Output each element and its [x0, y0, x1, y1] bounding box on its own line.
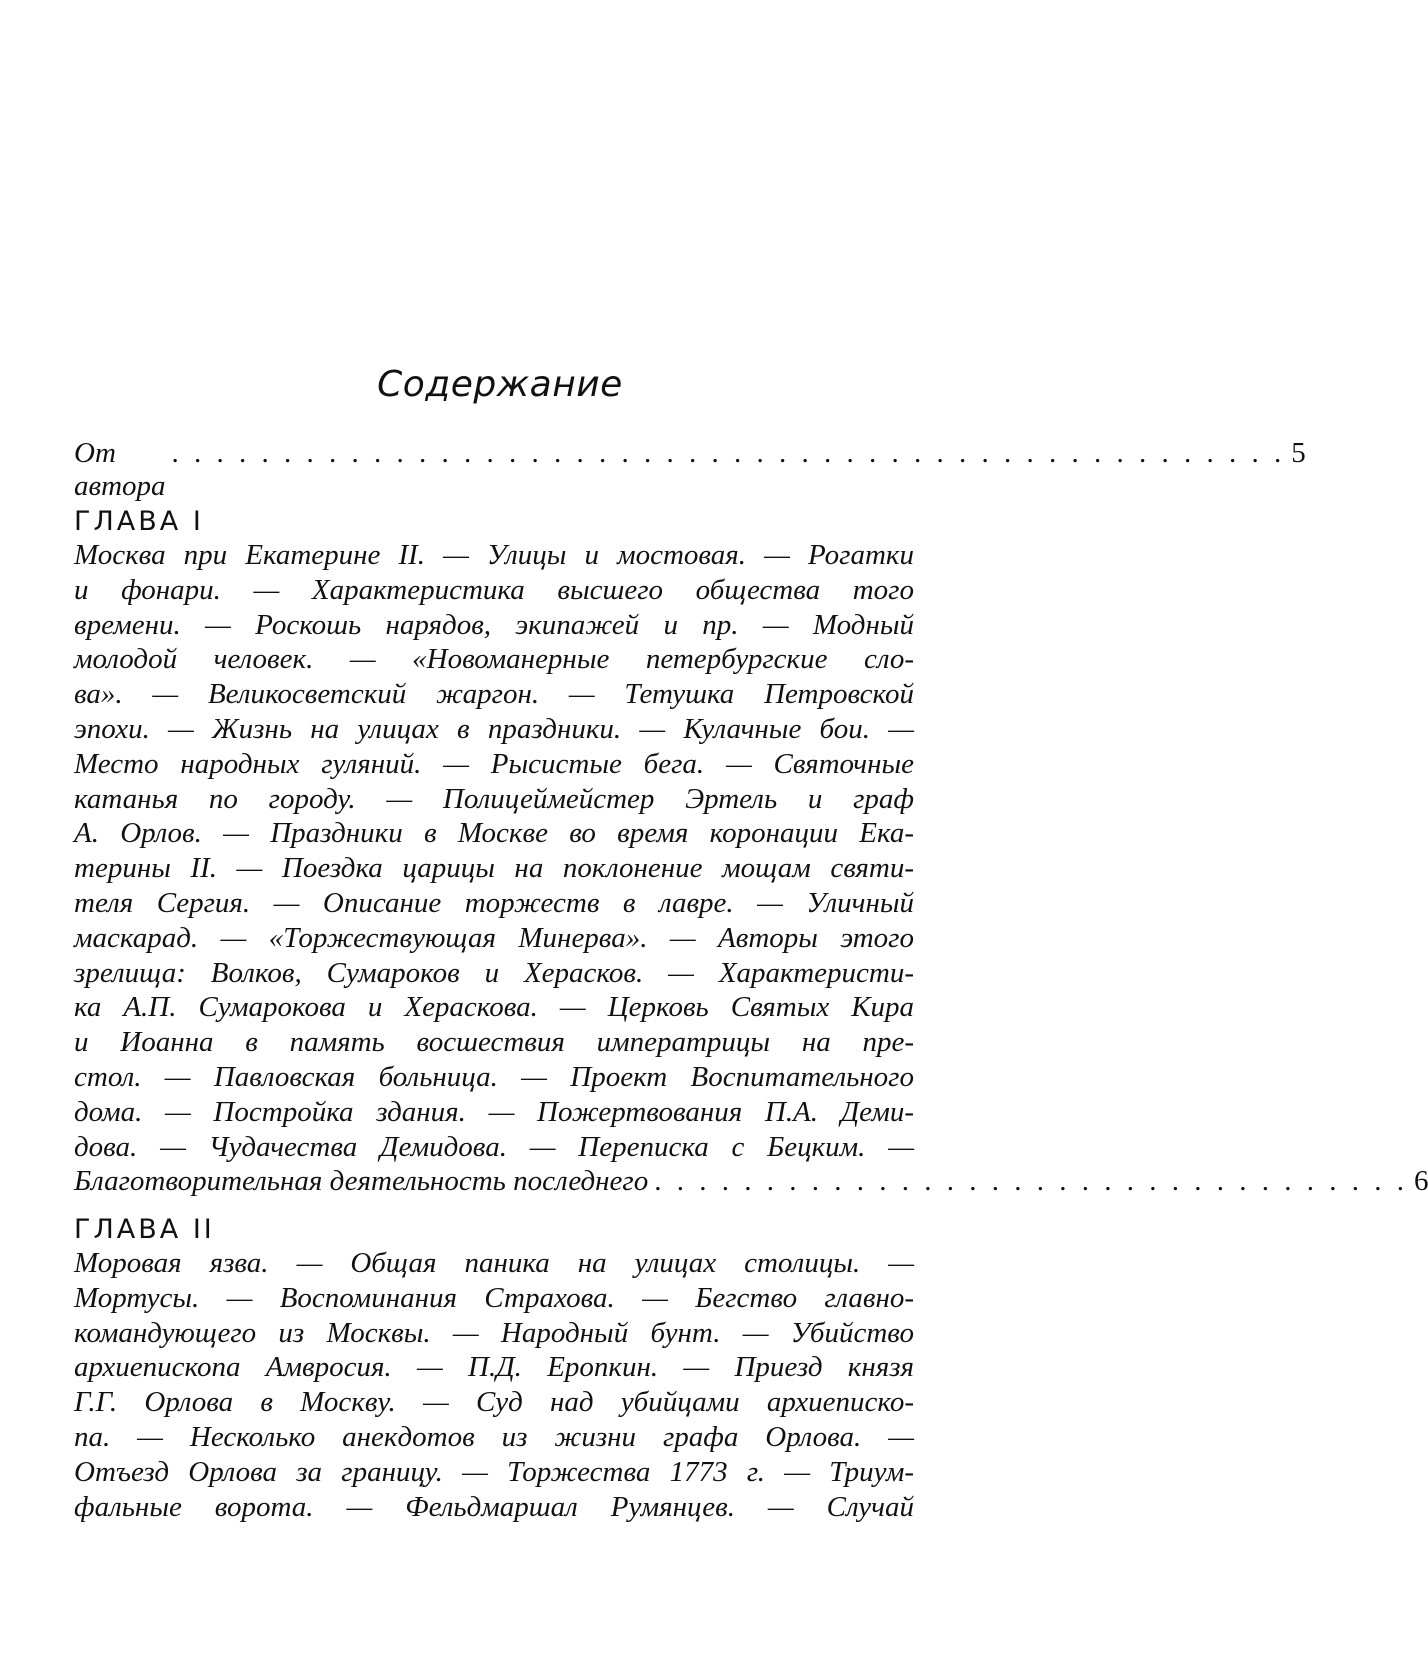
summary-line: молодой человек. — «Новоманерные петербургские сло- — [74, 643, 914, 676]
summary-line: Г.Г. Орлова в Москву. — Суд над убийцами архиеписко- — [74, 1386, 914, 1419]
toc-entry-preface[interactable] — [74, 437, 1306, 503]
summary-line: эпохи. — Жизнь на улицах в праздники. — Кулачные бои. — — [74, 712, 914, 745]
summary-line: Москва при Екатерине II. — Улицы и мостовая. — Рогатки — [74, 539, 914, 571]
summary-line: времени. — Роскошь нарядов, экипажей и пр. — Модный — [74, 608, 914, 641]
summary-line: А. Орлов. — Праздники в Москве во время коронации Ека- — [74, 817, 914, 850]
summary-line: дома. — Постройка здания. — Пожертвования П.А. Деми- — [74, 1095, 914, 1128]
summary-line: фальные ворота. — Фельдмаршал Румянцев. — Случай — [74, 1490, 914, 1523]
summary-line: командующего из Москвы. — Народный бунт. — Убийство — [74, 1316, 914, 1349]
chapter-heading-2: ГЛАВА II — [74, 1214, 215, 1245]
summary-line: зрелища: Волков, Сумароков и Херасков. — Характеристи- — [74, 956, 914, 989]
summary-line: па. — Несколько анекдотов из жизни графа Орлова. — — [74, 1420, 914, 1453]
summary-line-text: Благотворительная деятельность последнего — [74, 1165, 649, 1198]
summary-line: теля Сергия. — Описание торжеств в лавре. — Уличный — [74, 886, 914, 919]
chapter-heading-1: ГЛАВА I — [74, 506, 204, 537]
chapter-2-summary[interactable] — [74, 1246, 914, 1524]
summary-line: и Иоанна в память восшествия императрицы на пре- — [74, 1026, 914, 1059]
summary-line: ка А.П. Сумарокова и Хераскова. — Церковь Святых Кира — [74, 991, 914, 1024]
summary-line: и фонари. — Характеристика высшего общества того — [74, 573, 914, 606]
dot-leader: . . . . . . . . . . . . . . . . . . . . . . . . . . . . . . . . . . . . . . . . . . . . . . . . . . — [171, 437, 1286, 469]
toc-entry-page: 6 — [1413, 1165, 1428, 1198]
summary-last-line — [74, 1164, 1428, 1199]
summary-line: маскарад. — «Торжествующая Минерва». — Авторы этого — [74, 921, 914, 954]
summary-line: Моровая язва. — Общая паника на улицах столицы. — — [74, 1247, 914, 1279]
summary-line: катанья по городу. — Полицеймейстер Эртель и граф — [74, 782, 914, 815]
summary-line: Мортусы. — Воспоминания Страхова. — Бегство главно- — [74, 1281, 914, 1314]
summary-line: ва». — Великосветский жаргон. — Тетушка Петровской — [74, 678, 914, 711]
summary-line: Отъезд Орлова за границу. — Торжества 1773 г. — Триум- — [74, 1455, 914, 1488]
summary-line: дова. — Чудачества Демидова. — Переписка с Бецким. — — [74, 1130, 914, 1163]
page-title: Содержание — [377, 364, 623, 405]
chapter-1-summary[interactable] — [74, 538, 1428, 1199]
summary-line: стол. — Павловская больница. — Проект Воспитательного — [74, 1060, 914, 1093]
summary-line: Место народных гуляний. — Рысистые бега. — Святочные — [74, 747, 914, 780]
summary-line: архиепископа Амвросия. — П.Д. Еропкин. — Приезд князя — [74, 1351, 914, 1384]
toc-entry-label: От автора — [74, 437, 166, 502]
summary-line: терины II. — Поездка царицы на поклонение мощам святи- — [74, 852, 914, 885]
dot-leader: . . . . . . . . . . . . . . . . . . . . . . . . . . . . . . . . . . — [654, 1165, 1408, 1198]
toc-entry-page: 5 — [1291, 437, 1306, 469]
